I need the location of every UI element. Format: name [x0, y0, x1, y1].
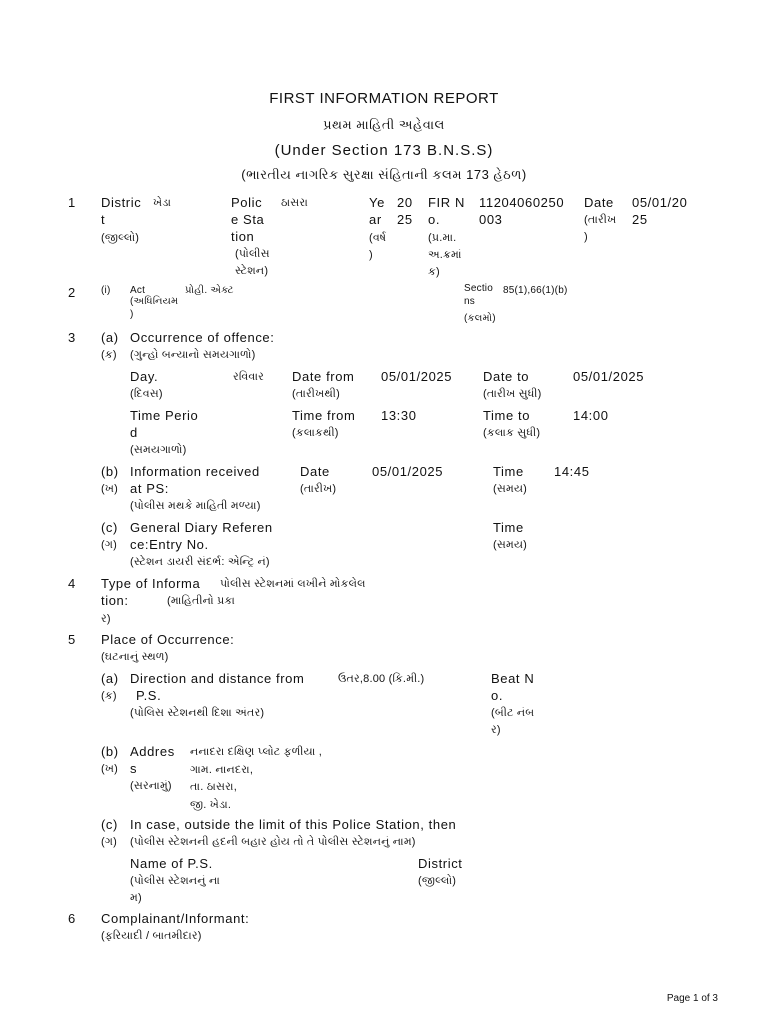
section-5c-sub: (c) — [101, 817, 118, 832]
outside-limit-title-gujarati: (પોલીસ સ્ટેશનની હદની બહાર હોય તો તે પોલીસ સ્ટેશનનું નામ) — [130, 836, 416, 848]
time-period-label: Time Perio d — [130, 408, 199, 440]
address-label: Addres s — [130, 744, 175, 776]
time-to-label-gujarati: (કલાક સુધી) — [483, 427, 541, 439]
direction-distance-title: Direction and distance from — [130, 671, 305, 686]
police-station-value: ઠાસરા — [281, 197, 308, 209]
info-date-value: 05/01/2025 — [372, 464, 444, 479]
info-received-title: Information received at PS: — [130, 464, 260, 496]
day-label-gujarati: (દિવસ) — [130, 388, 163, 400]
act-value: પ્રોહી. એક્ટ — [185, 285, 234, 296]
report-subtitle-gujarati: (ભારતીય નાગરિક સુરક્ષા સંહિતાની કલમ 173 હેઠળ) — [241, 167, 527, 182]
district-label: Distric t — [101, 195, 142, 227]
information-type-label: Type of Informa tion: — [101, 576, 201, 608]
section-6-number: 6 — [68, 911, 76, 926]
direction-distance-title-ps: P.S. — [136, 688, 162, 703]
page-number: Page 1 of 3 — [666, 993, 718, 1004]
section-5a-sub-gujarati: (ક) — [101, 690, 117, 702]
sections-label: Sectio ns — [464, 283, 493, 307]
date-value: 05/01/20 25 — [632, 195, 688, 227]
beat-number-label: Beat N o. — [491, 671, 535, 703]
address-value: નનાદરા દક્ષિણ પ્લોટ ફળીયા , ગામ. નાનદરા, તા. ઠાસરા, જી. ખેડા. — [190, 746, 323, 811]
time-from-label-gujarati: (કલાકથી) — [292, 427, 339, 439]
sections-value: 85(1),66(1)(b) — [503, 285, 568, 296]
act-label: Act — [130, 285, 146, 296]
information-type-label-gujarati: (માહિતીનો પ્રકા — [167, 595, 236, 607]
section-1-number: 1 — [68, 195, 76, 210]
occurrence-title-gujarati: (ગુન્હો બન્યાનો સમયગાળો) — [130, 349, 256, 361]
date-to-label-gujarati: (તારીખ સુધી) — [483, 388, 542, 400]
diary-time-label-gujarati: (સમય) — [493, 539, 528, 551]
diary-reference-title-gujarati: (સ્ટેશન ડાયરી સંદર્ભ: એન્ટ્રિ નં) — [130, 556, 270, 568]
ps-district-label: District — [418, 856, 463, 871]
ps-name-label: Name of P.S. — [130, 856, 213, 871]
complainant-title: Complainant/Informant: — [101, 911, 250, 926]
information-type-value: પોલીસ સ્ટેશનમાં લખીને મોકલેલ — [220, 578, 366, 590]
information-type-label-gujarati-end: ર) — [101, 613, 111, 625]
section-3b-sub: (b) — [101, 464, 119, 479]
section-5c-sub-gujarati: (ગ) — [101, 836, 117, 848]
section-5a-sub: (a) — [101, 671, 119, 686]
police-station-label-gujarati: (પોલીસ સ્ટેશન) — [235, 248, 270, 277]
time-to-value: 14:00 — [573, 408, 609, 423]
diary-time-label: Time — [493, 520, 524, 535]
place-of-occurrence-title-gujarati: (ઘટનાનું સ્થળ) — [101, 651, 169, 663]
section-3a-sub-gujarati: (ક) — [101, 349, 117, 361]
section-3b-sub-gujarati: (ખ) — [101, 483, 118, 495]
year-label-gujarati: (વર્ષ ) — [369, 232, 387, 261]
day-label: Day. — [130, 369, 159, 384]
direction-distance-title-gujarati: (પોલિસ સ્ટેશનથી દિશા અંતર) — [130, 707, 265, 719]
info-time-label: Time — [493, 464, 524, 479]
time-period-label-gujarati: (સમયગાળો) — [130, 444, 187, 456]
date-to-label: Date to — [483, 369, 530, 384]
report-subtitle: (Under Section 173 B.N.S.S) — [274, 142, 494, 159]
report-title-gujarati: પ્રથમ માહિતી અહેવાલ — [323, 117, 445, 132]
info-date-label-gujarati: (તારીખ) — [300, 483, 337, 495]
info-received-title-gujarati: (પોલીસ મથકે માહિતી મળ્યા) — [130, 500, 261, 512]
year-label: Ye ar — [369, 195, 385, 227]
section-5-number: 5 — [68, 632, 76, 647]
date-from-label-gujarati: (તારીખથી) — [292, 388, 340, 400]
section-2-sub: (i) — [101, 285, 111, 296]
direction-distance-value: ઉતર,8.00 (કિ.મી.) — [338, 673, 425, 685]
info-time-value: 14:45 — [554, 464, 590, 479]
date-from-label: Date from — [292, 369, 355, 384]
section-3c-sub-gujarati: (ગ) — [101, 539, 117, 551]
section-5b-sub-gujarati: (ખ) — [101, 763, 118, 775]
police-station-label: Polic e Sta tion — [231, 195, 265, 244]
beat-number-label-gujarati: (બીટ નંબ ર) — [491, 707, 535, 736]
outside-limit-title: In case, outside the limit of this Police Station, then — [130, 817, 457, 832]
section-5b-sub: (b) — [101, 744, 119, 759]
date-label: Date — [584, 195, 614, 210]
section-3a-sub: (a) — [101, 330, 119, 345]
fir-number-label-gujarati: (પ્ર.મા. અ.ક્રમાં ક) — [428, 232, 462, 278]
report-title: FIRST INFORMATION REPORT — [269, 90, 499, 107]
info-time-label-gujarati: (સમય) — [493, 483, 528, 495]
date-to-value: 05/01/2025 — [573, 369, 645, 384]
fir-number-value: 11204060250 003 — [479, 195, 565, 227]
act-label-gujarati: (અધિનિયમ ) — [130, 296, 179, 320]
section-2-number: 2 — [68, 285, 76, 300]
date-from-value: 05/01/2025 — [381, 369, 453, 384]
ps-name-label-gujarati: (પોલીસ સ્ટેશનનું ના મ) — [130, 875, 221, 904]
section-3c-sub: (c) — [101, 520, 118, 535]
district-label-gujarati: (જીલ્લો) — [101, 232, 140, 244]
info-date-label: Date — [300, 464, 330, 479]
address-label-gujarati: (સરનામું) — [130, 780, 172, 792]
time-from-value: 13:30 — [381, 408, 417, 423]
date-label-gujarati: (તારીખ ) — [584, 214, 617, 243]
fir-number-label: FIR N o. — [428, 195, 465, 227]
occurrence-title: Occurrence of offence: — [130, 330, 275, 345]
place-of-occurrence-title: Place of Occurrence: — [101, 632, 235, 647]
ps-district-label-gujarati: (જીલ્લો) — [418, 875, 457, 887]
sections-label-gujarati: (કલમો) — [464, 313, 496, 324]
year-value: 20 25 — [397, 195, 413, 227]
day-value: રવિવાર — [233, 371, 265, 383]
time-from-label: Time from — [292, 408, 356, 423]
time-to-label: Time to — [483, 408, 531, 423]
diary-reference-title: General Diary Referen ce:Entry No. — [130, 520, 273, 552]
section-3-number: 3 — [68, 330, 76, 345]
complainant-title-gujarati: (ફરિયાદી / બાતમીદાર) — [101, 930, 202, 942]
section-4-number: 4 — [68, 576, 76, 591]
district-value: ખેડા — [153, 197, 172, 209]
